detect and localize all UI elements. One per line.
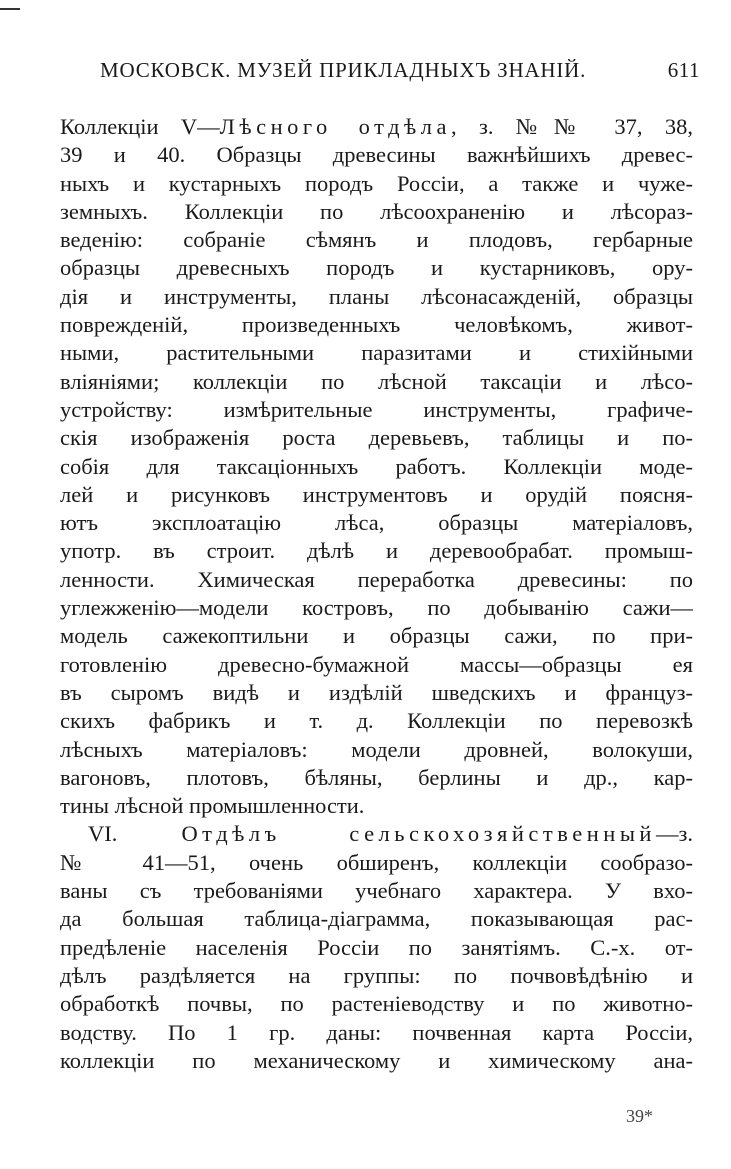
page-number: 611 <box>667 58 700 82</box>
text-run: образцы древесныхъ породъ и кустарниковъ, ору- <box>60 255 693 281</box>
running-header <box>100 58 700 92</box>
text-run: коллекціи по механическому и химическому ана- <box>60 1047 693 1073</box>
text-line <box>60 566 693 594</box>
text-run: ютъ эксплоатацію лѣса, образцы матеріаловъ, <box>60 510 693 536</box>
text-line <box>60 736 693 764</box>
text-run: VI. <box>88 821 182 847</box>
text-run: предѣленіе населенія Россіи по занятіямъ. С.-х. от- <box>60 934 693 960</box>
text-line <box>60 198 693 226</box>
text-line <box>60 934 693 962</box>
text-run: земныхъ. Коллекціи по лѣсоохраненію и лѣсораз- <box>60 198 693 224</box>
text-line <box>60 226 693 254</box>
text-run: , з. №№ 37, 38, <box>451 114 693 139</box>
text-line <box>60 792 693 820</box>
text-line <box>60 481 693 509</box>
text-line <box>60 594 693 622</box>
text-run: ными, растительными паразитами и стихійными <box>60 340 693 366</box>
text-run: обработкѣ почвы, по растеніеводству и по животно- <box>60 991 693 1017</box>
text-run: вагоновъ, плотовъ, бѣляны, берлины и др., кар- <box>60 764 693 790</box>
text-line <box>60 311 693 339</box>
text-line <box>60 170 693 198</box>
text-line <box>60 141 693 169</box>
text-run: лей и рисунковъ инструментовъ и орудій поясня- <box>60 481 693 507</box>
text-run: тины лѣсной промышленности. <box>60 793 365 819</box>
text-run: веденію: собраніе сѣмянъ и плодовъ, гербарные <box>60 227 693 253</box>
text-line <box>60 254 693 282</box>
text-line <box>60 396 693 424</box>
text-line <box>60 1047 693 1075</box>
spaced-heading: Отдѣлъ сельскохозяйственный <box>181 821 656 847</box>
text-run: въ сыромъ видѣ и издѣлій шведскихъ и француз- <box>60 679 693 705</box>
text-line <box>60 820 693 848</box>
text-line <box>60 1019 693 1047</box>
text-line <box>60 283 693 311</box>
running-title: МОСКОВСК. МУЗЕЙ ПРИКЛАДНЫХЪ ЗНАНІЙ. <box>100 58 587 82</box>
text-line <box>60 424 693 452</box>
text-line <box>60 849 693 877</box>
text-line <box>60 651 693 679</box>
text-run: № 41—51, очень обширенъ, коллекціи сообразо- <box>60 849 693 875</box>
text-line <box>60 453 693 481</box>
text-run: лѣсныхъ матеріаловъ: модели дровней, волокуши, <box>60 736 693 762</box>
text-run: готовленію древесно-бумажной массы—образцы ея <box>60 651 693 677</box>
signature-mark: 39* <box>626 1106 653 1126</box>
text-line <box>60 368 693 396</box>
text-run: —з. <box>655 821 693 847</box>
text-run: скихъ фабрикъ и т. д. Коллекціи по перевозкѣ <box>60 708 693 734</box>
text-run: дія и инструменты, планы лѣсонасажденій, образцы <box>60 283 693 309</box>
text-line <box>60 537 693 565</box>
text-line <box>60 962 693 990</box>
text-run: модель сажекоптильни и образцы сажи, по при- <box>60 623 693 649</box>
text-line <box>60 113 693 141</box>
text-line <box>60 877 693 905</box>
text-run: ныхъ и кустарныхъ породъ Россіи, а также и чуже- <box>60 170 693 196</box>
text-run: употр. въ строит. дѣлѣ и деревообрабат. промыш- <box>60 538 693 564</box>
text-run: поврежденій, произведенныхъ человѣкомъ, живот- <box>60 312 693 338</box>
spaced-heading: Лѣсного отдѣла <box>219 114 451 139</box>
text-line <box>60 990 693 1018</box>
text-run: вліяніями; коллекціи по лѣсной таксаціи и лѣсо- <box>60 368 693 394</box>
text-run: ваны съ требованіями учебнаго характера. У вхо- <box>60 878 693 904</box>
text-line <box>60 679 693 707</box>
text-run: собія для таксаціонныхъ работъ. Коллекціи моде- <box>60 453 693 479</box>
scan-edge-mark <box>0 8 20 10</box>
text-line <box>60 509 693 537</box>
text-line <box>60 764 693 792</box>
body-text <box>60 113 693 1075</box>
text-line <box>60 905 693 933</box>
text-run: 39 и 40. Образцы древесины важнѣйшихъ древес- <box>60 142 693 168</box>
text-line <box>60 622 693 650</box>
text-run: углежженію—модели костровъ, по добыванію сажи— <box>60 595 693 621</box>
text-line <box>60 707 693 735</box>
text-run: дѣлъ раздѣляется на группы: по почвовѣдѣнію и <box>60 962 693 988</box>
text-run: Коллекціи V— <box>60 114 220 139</box>
text-run: устройству: измѣрительные инструменты, графиче- <box>60 396 693 422</box>
text-run: скія изображенія роста деревьевъ, таблицы и по- <box>60 425 693 451</box>
text-run: ленности. Химическая переработка древесины: по <box>60 566 693 592</box>
text-run: водству. По 1 гр. даны: почвенная карта Россіи, <box>60 1019 693 1045</box>
text-run: да большая таблица-діаграмма, показывающая рас- <box>60 906 693 932</box>
text-line <box>60 339 693 367</box>
